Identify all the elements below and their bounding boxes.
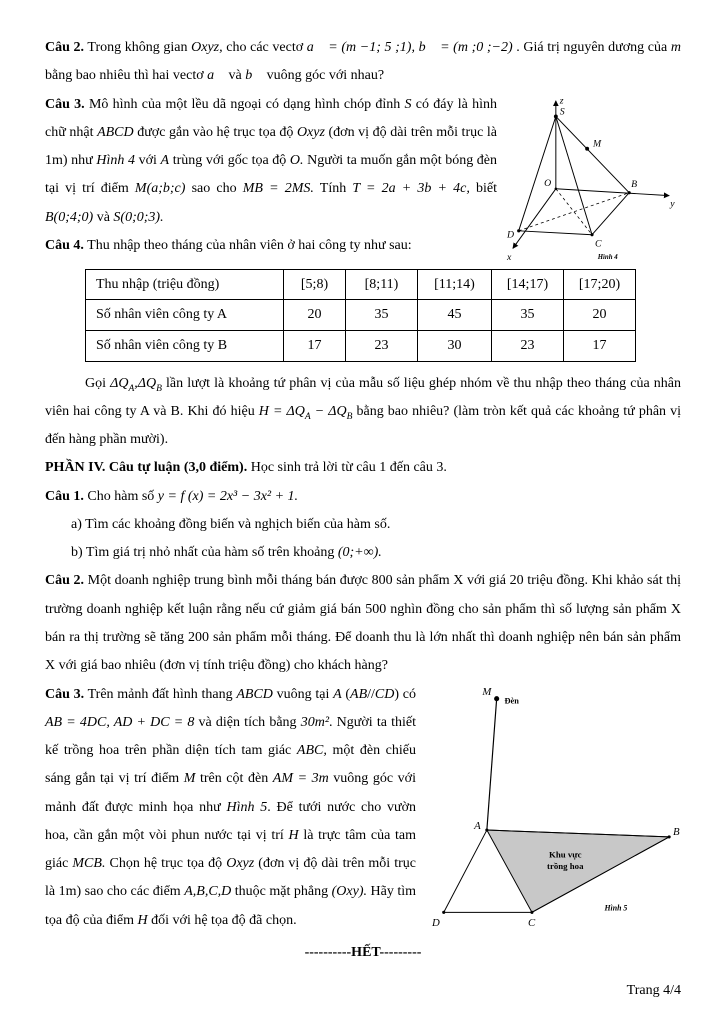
page-number: Trang 4/4 [626,982,681,998]
point-M [585,146,589,150]
point-C [590,233,593,236]
diagonal-OC [556,188,592,234]
edge-SD [519,116,556,230]
label-point-C: C [528,916,536,929]
label-point-S: S [559,105,565,117]
label-point-B: B [673,825,680,838]
table-header-row [86,269,636,300]
essay-question-2: Câu 2. Một doanh nghiệp trung bình mỗi tháng bán được 800 sản phẩm X với giá 20 triệu đồng. Khi khảo sát thị trường doanh nghiệp kết luận rằng nếu cứ giảm giá bán 500 nghìn đồng cho sản phẩm thì số lượng sản phẩm X bán ra thị trường sẽ tăng 200 sản phẩm mỗi tháng. Để doanh thu là lớn nhất thì doanh nghiệp nên bán sản phẩm X với giá bao nhiêu (đơn vị tính triệu đồng) cho khách hàng? [45,573,681,674]
table-header-label: Thu nhập (triệu đồng) [86,269,284,300]
essay-question-1b: b) Tìm giá trị nhỏ nhất của hàm số trên khoảng (0;+∞). [71,545,382,561]
label-z-axis: z [559,95,564,107]
point-O [555,187,558,190]
table-header-range: [8;11) [346,269,418,300]
essay-question-1a: a) Tìm các khoảng đồng biến và nghịch biến của hàm số. [71,516,391,532]
question-3-block [45,91,681,261]
quartile-paragraph: Gọi $\Delta Q_A,\Delta Q_B$ lần lượt là khoảng tứ phân vị của mẫu số liệu ghép nhóm về thu nhập theo tháng của nhân viên hai công ty A và B. Khi đó hiệu $H = \Delta Q_A - \Delta Q_B$ bằng bao nhiêu? (làm tròn kết quả các khoảng tứ phân vị đến hàng phần mười). [45,375,682,448]
label-point-A: A [474,819,481,832]
point-M [494,696,499,701]
table-header-range: [14;17) [492,269,564,300]
lamp-label: Đèn [504,696,519,706]
point-B [628,191,631,194]
figure-4-caption: Hình 4 [597,253,618,261]
point-S [554,114,558,118]
end-marker: ----------HẾT--------- [304,944,422,960]
label-x-axis: x [506,251,512,263]
row-label: Số nhân viên công ty A [86,300,284,331]
cell-value: 17 [284,330,346,361]
x-axis [513,188,556,248]
cell-value: 45 [418,300,492,331]
cell-value: 30 [418,330,492,361]
point-B [668,835,671,838]
cell-value: 35 [492,300,564,331]
edge-SB [556,116,629,192]
cell-value: 23 [492,330,564,361]
edge-SC [556,116,592,234]
label-point-D: D [506,229,515,241]
table-header-range: [11;14) [418,269,492,300]
income-table [85,269,636,362]
point-C [530,910,533,913]
essay-question-3: Câu 3. Trên mảnh đất hình thang ABCD vuông tại A (AB//CD) có AB = 4DC, AD + DC = 8 và diện tích bằng 30m². Người ta thiết kế trồng hoa trên phần diện tích tam giác ABC, một đèn chiếu sáng gắn tại vị trí điểm M trên cột đèn AM = 3m vuông góc với mảnh đất được minh họa như Hình 5. Để tưới nước cho vườn hoa, cần gắn một vòi phun nước tại vị trí H là trực tâm của tam giác MCB. Chọn hệ trục tọa độ Oxyz (đơn vị độ dài trên mỗi trục là 1m) sao cho các điểm A,B,C,D thuộc mặt phẳng (Oxy). Hãy tìm tọa độ của điểm H đối với hệ tọa độ đã chọn. [45,686,417,928]
cell-value: 20 [284,300,346,331]
part-4-heading: PHẦN IV. Câu tự luận (3,0 điểm). Học sinh trả lời từ câu 1 đến câu 3. [45,460,447,476]
point-D [517,229,520,232]
label-point-B: B [631,178,638,190]
point-A [485,828,488,831]
essay-question-3-block [45,681,681,935]
figure-hinh5 [426,685,681,930]
cell-value: 20 [564,300,636,331]
essay-question-1: Câu 1. Cho hàm số y = f (x) = 2x³ − 3x² + 1. [45,488,299,504]
flower-area-label-line1: Khu vực [549,848,582,859]
edge-DC [519,230,592,234]
figure-hinh4 [505,91,681,267]
label-point-M: M [593,138,602,150]
table-row-company-b [86,330,636,361]
table-row-company-a [86,300,636,331]
label-point-O: O [544,177,552,189]
label-point-M: M [482,685,492,698]
question-4-intro: Câu 4. Thu nhập theo tháng của nhân viên ở hai công ty như sau: [45,237,412,253]
cell-value: 35 [346,300,418,331]
cell-value: 17 [564,330,636,361]
flower-area-label-line2: trồng hoa [547,860,584,871]
label-y-axis: y [670,197,675,209]
row-label: Số nhân viên công ty B [86,330,284,361]
y-axis [556,188,669,195]
label-point-D: D [431,916,440,929]
point-D [442,910,445,913]
lamp-pole-MA [487,698,497,829]
figure-5-caption: Hình 5 [604,902,628,912]
label-point-C: C [594,237,602,249]
cell-value: 23 [346,330,418,361]
question-3-pyramid: Câu 3. Mô hình của một lều dã ngoại có dạng hình chóp đỉnh S có đáy là hình chữ nhật ABCD được gắn vào hệ trục tọa độ Oxyz (đơn vị độ dài trên mỗi trục là 1m) như Hình 4 với A trùng với gốc tọa độ O. Người ta muốn gắn một bóng đèn tại vị trí điểm M(a;b;c) sao cho MB = 2MS. Tính T = 2a + 3b + 4c, biết B(0;4;0) và S(0;0;3). [45,96,498,225]
edge-AD [444,830,487,912]
question-2-vectors: Câu 2. Trong không gian Oxyz, cho các vectơ a⃗ = (m −1; 5 ;1), b⃗ = (m ;0 ;−2) . Giá trị nguyên dương của m bằng bao nhiêu thì hai vectơ a⃗ và b⃗ vuông góc với nhau? [45,40,681,84]
table-header-range: [5;8) [284,269,346,300]
edge-CB [592,192,629,234]
table-header-range: [17;20) [564,269,636,300]
